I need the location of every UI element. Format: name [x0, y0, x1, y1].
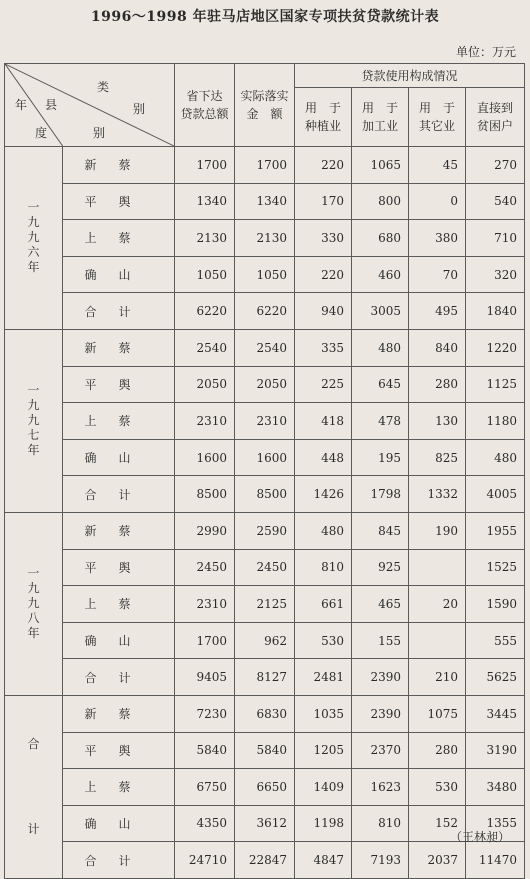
cell-plant: 418	[295, 403, 352, 440]
header-planting-line1: 用 于	[304, 101, 341, 116]
cell-plant: 530	[295, 622, 352, 659]
cell-prov: 9405	[175, 659, 235, 696]
cell-proc: 800	[352, 183, 409, 220]
cell-proc: 925	[352, 549, 409, 586]
cell-prov: 2130	[175, 220, 235, 257]
cell-prov: 2310	[175, 586, 235, 623]
cell-other: 210	[409, 659, 466, 696]
year-char: 一	[27, 200, 40, 215]
cell-plant: 1426	[295, 476, 352, 513]
cell-plant: 940	[295, 293, 352, 330]
cell-plant: 480	[295, 512, 352, 549]
cell-prov: 4350	[175, 805, 235, 842]
cell-prov: 1700	[175, 147, 235, 184]
cell-direct: 3445	[466, 695, 525, 732]
year-char: 年	[27, 260, 40, 275]
header-planting-line2: 种植业	[304, 119, 341, 134]
cell-actual: 6650	[235, 769, 295, 806]
cell-plant: 1198	[295, 805, 352, 842]
cell-actual: 6220	[235, 293, 295, 330]
cell-plant: 1409	[295, 769, 352, 806]
cell-other	[409, 622, 466, 659]
cell-proc: 845	[352, 512, 409, 549]
table-row	[5, 329, 525, 366]
cell-plant: 225	[295, 366, 352, 403]
cell-direct: 1840	[466, 293, 525, 330]
cell-direct: 1355	[466, 805, 525, 842]
county-name: 确山	[63, 439, 175, 476]
statistics-table	[4, 63, 525, 879]
cell-other: 380	[409, 220, 466, 257]
cell-actual: 6830	[235, 695, 295, 732]
header-processing-line1: 用 于	[361, 101, 398, 116]
cell-actual: 5840	[235, 732, 295, 769]
cell-direct: 555	[466, 622, 525, 659]
cell-plant: 220	[295, 147, 352, 184]
cell-actual: 2125	[235, 586, 295, 623]
table-row	[5, 549, 525, 586]
year-char: 九	[27, 413, 40, 428]
header-direct	[466, 88, 525, 147]
cell-other: 840	[409, 329, 466, 366]
county-name: 平舆	[63, 732, 175, 769]
corner-label-bie2: 别	[93, 126, 106, 140]
cell-actual: 2050	[235, 366, 295, 403]
cell-proc: 1623	[352, 769, 409, 806]
cell-other: 70	[409, 256, 466, 293]
cell-direct: 540	[466, 183, 525, 220]
county-name: 确山	[63, 622, 175, 659]
header-provincial-line2: 贷款总额	[180, 107, 229, 121]
cell-plant: 1205	[295, 732, 352, 769]
corner-header	[5, 64, 175, 147]
cell-other: 2037	[409, 842, 466, 879]
table-row	[5, 805, 525, 842]
cell-actual: 3612	[235, 805, 295, 842]
table-row	[5, 622, 525, 659]
author-credit: （王林昶）	[449, 830, 510, 844]
corner-label-bie1: 别	[133, 102, 146, 116]
corner-label-xian: 县	[45, 98, 58, 112]
county-name: 平舆	[63, 549, 175, 586]
cell-proc: 195	[352, 439, 409, 476]
year-char: 一	[27, 566, 40, 581]
year-char: 一	[27, 383, 40, 398]
header-actual-line2: 金 额	[246, 107, 283, 121]
year-char: 合	[27, 736, 40, 751]
cell-proc: 1065	[352, 147, 409, 184]
year-char: 九	[27, 230, 40, 245]
cell-proc: 2370	[352, 732, 409, 769]
cell-other: 130	[409, 403, 466, 440]
cell-prov: 6220	[175, 293, 235, 330]
cell-proc: 7193	[352, 842, 409, 879]
header-provincial-line1: 省下达	[186, 89, 223, 103]
cell-prov: 8500	[175, 476, 235, 513]
header-other-line2: 其它业	[418, 119, 455, 134]
county-name: 确山	[63, 256, 175, 293]
header-actual-amount	[235, 64, 295, 147]
cell-other: 280	[409, 366, 466, 403]
county-name: 新蔡	[63, 147, 175, 184]
cell-proc: 155	[352, 622, 409, 659]
table-row	[5, 147, 525, 184]
cell-proc: 3005	[352, 293, 409, 330]
cell-proc: 2390	[352, 695, 409, 732]
year-char: 九	[27, 581, 40, 596]
cell-plant: 448	[295, 439, 352, 476]
header-provincial-total	[175, 64, 235, 147]
cell-plant: 2481	[295, 659, 352, 696]
cell-other: 0	[409, 183, 466, 220]
cell-prov: 1700	[175, 622, 235, 659]
cell-direct: 1955	[466, 512, 525, 549]
year-group-label	[5, 147, 63, 330]
header-direct-line1: 直接到	[477, 101, 514, 116]
year-char: 九	[27, 596, 40, 611]
county-name: 确山	[63, 805, 175, 842]
county-name: 平舆	[63, 366, 175, 403]
cell-other: 495	[409, 293, 466, 330]
cell-plant: 4847	[295, 842, 352, 879]
cell-other: 280	[409, 732, 466, 769]
cell-prov: 2540	[175, 329, 235, 366]
cell-actual: 2540	[235, 329, 295, 366]
corner-label-lei: 类	[97, 80, 110, 94]
table-row	[5, 659, 525, 696]
cell-plant: 220	[295, 256, 352, 293]
county-name: 平舆	[63, 183, 175, 220]
cell-actual: 1340	[235, 183, 295, 220]
cell-actual: 1600	[235, 439, 295, 476]
cell-proc: 810	[352, 805, 409, 842]
table-row	[5, 476, 525, 513]
cell-direct: 3480	[466, 769, 525, 806]
table-row	[5, 842, 525, 879]
cell-direct: 320	[466, 256, 525, 293]
county-name: 新蔡	[63, 695, 175, 732]
year-char: 六	[27, 245, 40, 260]
header-planting	[295, 88, 352, 147]
cell-actual: 1050	[235, 256, 295, 293]
cell-direct: 1180	[466, 403, 525, 440]
county-name: 上蔡	[63, 220, 175, 257]
table-row	[5, 586, 525, 623]
table-row	[5, 732, 525, 769]
header-direct-line2: 贫困户	[477, 119, 514, 134]
table-row	[5, 512, 525, 549]
table-row	[5, 220, 525, 257]
cell-direct: 5625	[466, 659, 525, 696]
cell-actual: 2310	[235, 403, 295, 440]
year-char: 计	[27, 821, 40, 836]
cell-prov: 7230	[175, 695, 235, 732]
page-title: 1996～1998 年驻马店地区国家专项扶贫贷款统计表	[90, 9, 440, 25]
table-row	[5, 403, 525, 440]
year-char: 七	[27, 428, 40, 443]
cell-proc: 478	[352, 403, 409, 440]
cell-plant: 661	[295, 586, 352, 623]
header-other-line1: 用 于	[418, 101, 455, 116]
unit-label: 单位：万元	[455, 45, 516, 59]
cell-direct: 3190	[466, 732, 525, 769]
header-other	[409, 88, 466, 147]
county-name: 上蔡	[63, 403, 175, 440]
county-name: 新蔡	[63, 329, 175, 366]
cell-prov: 1600	[175, 439, 235, 476]
corner-label-du: 度	[35, 126, 48, 140]
cell-plant: 170	[295, 183, 352, 220]
cell-actual: 22847	[235, 842, 295, 879]
county-name: 合计	[63, 293, 175, 330]
cell-other: 825	[409, 439, 466, 476]
cell-prov: 2450	[175, 549, 235, 586]
cell-other	[409, 549, 466, 586]
cell-other: 1332	[409, 476, 466, 513]
year-group-label	[5, 512, 63, 695]
cell-direct: 710	[466, 220, 525, 257]
table-row	[5, 256, 525, 293]
cell-proc: 465	[352, 586, 409, 623]
county-name: 上蔡	[63, 586, 175, 623]
county-name: 合计	[63, 476, 175, 513]
cell-proc: 645	[352, 366, 409, 403]
cell-direct: 1525	[466, 549, 525, 586]
cell-prov: 5840	[175, 732, 235, 769]
cell-direct: 1590	[466, 586, 525, 623]
cell-proc: 460	[352, 256, 409, 293]
table-row	[5, 695, 525, 732]
cell-direct: 11470	[466, 842, 525, 879]
table-body	[5, 147, 525, 879]
table-row	[5, 769, 525, 806]
county-name: 合计	[63, 659, 175, 696]
cell-prov: 1050	[175, 256, 235, 293]
cell-prov: 2050	[175, 366, 235, 403]
year-char: 八	[27, 611, 40, 626]
year-char: 九	[27, 398, 40, 413]
cell-other: 20	[409, 586, 466, 623]
cell-plant: 335	[295, 329, 352, 366]
cell-proc: 1798	[352, 476, 409, 513]
cell-other: 1075	[409, 695, 466, 732]
county-name: 上蔡	[63, 769, 175, 806]
year-char: 年	[27, 626, 40, 641]
cell-actual: 2590	[235, 512, 295, 549]
cell-plant: 330	[295, 220, 352, 257]
cell-direct: 1125	[466, 366, 525, 403]
corner-diagonals	[5, 64, 174, 146]
county-name: 新蔡	[63, 512, 175, 549]
cell-prov: 2990	[175, 512, 235, 549]
header-usage: 贷款使用构成情况	[295, 64, 525, 88]
year-char: 九	[27, 215, 40, 230]
table-row	[5, 293, 525, 330]
table-row	[5, 439, 525, 476]
header-actual-line1: 实际落实	[240, 89, 289, 103]
cell-direct: 4005	[466, 476, 525, 513]
table-row	[5, 183, 525, 220]
cell-actual: 962	[235, 622, 295, 659]
cell-actual: 1700	[235, 147, 295, 184]
cell-prov: 2310	[175, 403, 235, 440]
year-char: 年	[27, 443, 40, 458]
cell-actual: 2450	[235, 549, 295, 586]
cell-direct: 270	[466, 147, 525, 184]
cell-other: 530	[409, 769, 466, 806]
cell-proc: 680	[352, 220, 409, 257]
cell-other: 190	[409, 512, 466, 549]
cell-prov: 1340	[175, 183, 235, 220]
cell-other: 152	[409, 805, 466, 842]
cell-prov: 24710	[175, 842, 235, 879]
table-row	[5, 366, 525, 403]
year-group-label	[5, 329, 63, 512]
cell-proc: 2390	[352, 659, 409, 696]
cell-other: 45	[409, 147, 466, 184]
cell-proc: 480	[352, 329, 409, 366]
header-processing	[352, 88, 409, 147]
cell-direct: 480	[466, 439, 525, 476]
cell-prov: 6750	[175, 769, 235, 806]
cell-actual: 8127	[235, 659, 295, 696]
cell-actual: 8500	[235, 476, 295, 513]
cell-plant: 810	[295, 549, 352, 586]
county-name: 合计	[63, 842, 175, 879]
cell-actual: 2130	[235, 220, 295, 257]
header-processing-line2: 加工业	[361, 119, 398, 134]
cell-direct: 1220	[466, 329, 525, 366]
cell-plant: 1035	[295, 695, 352, 732]
corner-label-nian: 年	[15, 98, 28, 112]
